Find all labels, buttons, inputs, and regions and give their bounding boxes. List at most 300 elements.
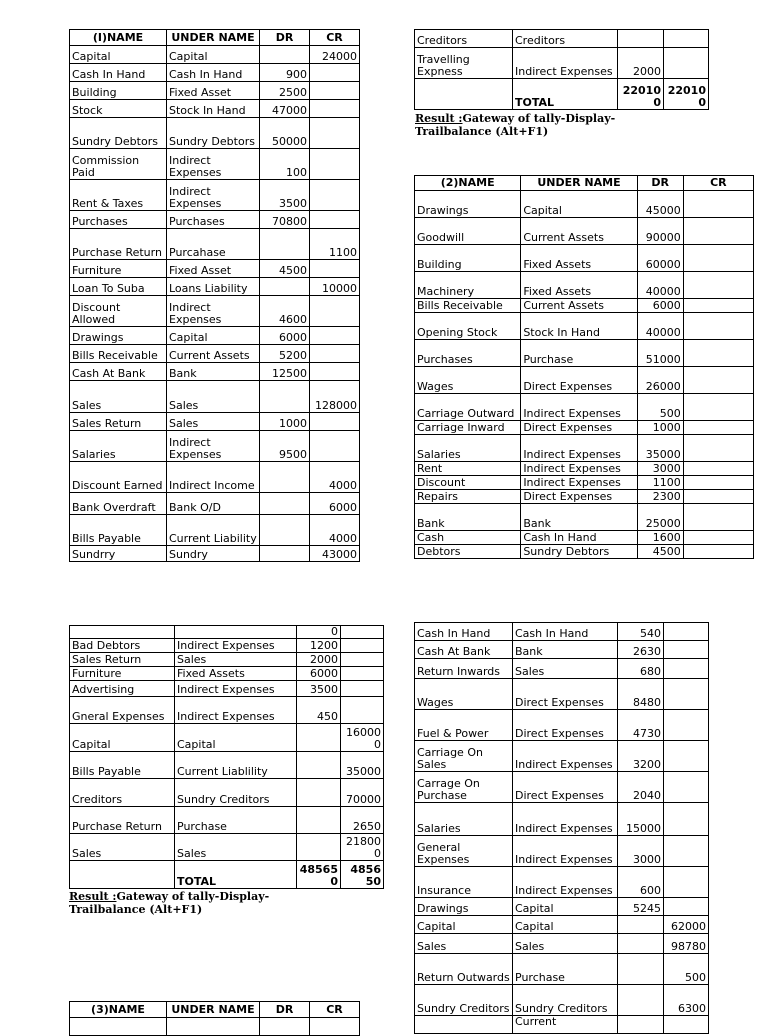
- debit-amount: 4600: [260, 296, 310, 327]
- under-group: Direct Expenses: [521, 490, 637, 504]
- trial-balance-table-3: [414, 622, 709, 1034]
- trial-balance-table-2: [414, 175, 754, 559]
- ledger-name: Sundry Creditors: [415, 985, 513, 1016]
- debit-amount: [297, 807, 341, 834]
- ledger-name: General Expenses: [415, 836, 513, 867]
- credit-amount: [683, 421, 753, 435]
- ledger-name: Furniture: [70, 260, 167, 278]
- debit-amount: 1000: [637, 421, 683, 435]
- table-row: [415, 299, 754, 313]
- credit-amount: 500: [664, 954, 709, 985]
- total-label: TOTAL: [513, 79, 618, 110]
- under-group: Sales: [513, 659, 618, 679]
- credit-amount: 70000: [341, 779, 384, 807]
- table-row: [70, 724, 384, 752]
- under-group: Cash In Hand: [521, 531, 637, 545]
- under-group: Current Assets: [521, 299, 637, 313]
- credit-amount: [683, 394, 753, 421]
- ledger-name: Sales: [415, 934, 513, 954]
- under-group: Indirect Expenses: [513, 741, 618, 772]
- credit-amount: [341, 639, 384, 653]
- total-row: [70, 861, 384, 889]
- ledger-name: [70, 1018, 167, 1036]
- debit-amount: 6000: [637, 299, 683, 313]
- debit-amount: 100: [260, 149, 310, 180]
- table-row: [415, 898, 709, 916]
- debit-amount: [618, 985, 664, 1016]
- credit-amount: 24000: [310, 46, 360, 64]
- credit-amount: 98780: [664, 934, 709, 954]
- total-label: TOTAL: [175, 861, 297, 889]
- table-row: [70, 211, 360, 229]
- result-label: Result :: [69, 890, 117, 903]
- debit-total: 485650: [297, 861, 341, 889]
- under-name-column-header: UNDER NAME: [167, 30, 260, 46]
- ledger-name: Discount Allowed: [70, 296, 167, 327]
- ledger-name: Capital: [415, 916, 513, 934]
- debit-amount: [297, 724, 341, 752]
- debit-amount: [260, 515, 310, 546]
- table-row: [70, 363, 360, 381]
- table-row: [70, 64, 360, 82]
- debit-amount: 3500: [297, 681, 341, 697]
- credit-amount: 6000: [310, 493, 360, 515]
- debit-amount: [260, 278, 310, 296]
- ledger-name: Capital: [70, 724, 175, 752]
- ledger-name: Cash: [415, 531, 521, 545]
- under-group: Indirect Expenses: [167, 180, 260, 211]
- table-row: [70, 82, 360, 100]
- credit-amount: [683, 367, 753, 394]
- under-group: Indirect Expenses: [521, 435, 637, 462]
- table-row: [415, 245, 754, 272]
- under-group: Capital: [167, 327, 260, 345]
- credit-amount: [683, 545, 753, 559]
- trial-balance-table-1-continued: [414, 29, 709, 110]
- debit-amount: 4730: [618, 710, 664, 741]
- under-group: Purchase: [175, 807, 297, 834]
- table-row: [415, 490, 754, 504]
- table-row: [70, 493, 360, 515]
- ledger-name: Carriage Outward: [415, 394, 521, 421]
- debit-amount: [618, 954, 664, 985]
- table-row: [415, 30, 709, 48]
- trial-balance-table-4: [69, 1001, 360, 1036]
- ledger-name: Purchase Return: [70, 229, 167, 260]
- ledger-name: Gneral Expenses: [70, 697, 175, 724]
- ledger-name: Rent: [415, 462, 521, 476]
- ledger-name: [70, 626, 175, 639]
- credit-amount: [664, 867, 709, 898]
- under-group: Capital: [513, 898, 618, 916]
- under-group: Purchase: [513, 954, 618, 985]
- debit-amount: 26000: [637, 367, 683, 394]
- ledger-name: Machinery: [415, 272, 521, 299]
- under-group: Direct Expenses: [521, 367, 637, 394]
- credit-amount: 6300: [664, 985, 709, 1016]
- credit-amount: [683, 504, 753, 531]
- ledger-name: Building: [415, 245, 521, 272]
- table-header-row: [70, 1002, 360, 1018]
- debit-amount: 1600: [637, 531, 683, 545]
- credit-amount: [341, 667, 384, 681]
- under-group: Purchase: [521, 340, 637, 367]
- credit-amount: [664, 659, 709, 679]
- under-group: [175, 626, 297, 639]
- table-row: [70, 626, 384, 639]
- debit-amount: 500: [637, 394, 683, 421]
- credit-amount: [310, 100, 360, 118]
- debit-amount: [260, 462, 310, 493]
- credit-amount: [664, 48, 709, 79]
- ledger-name: Salaries: [70, 431, 167, 462]
- debit-amount: [260, 46, 310, 64]
- debit-amount: [297, 779, 341, 807]
- debit-amount: 2000: [297, 653, 341, 667]
- table-row: [70, 546, 360, 562]
- table-row: [415, 623, 709, 641]
- debit-amount: 1000: [260, 413, 310, 431]
- cr-column-header: CR: [310, 30, 360, 46]
- under-group: Direct Expenses: [513, 772, 618, 803]
- under-group: Purchases: [167, 211, 260, 229]
- credit-amount: [310, 260, 360, 278]
- debit-amount: [297, 752, 341, 779]
- table-row: [70, 807, 384, 834]
- ledger-name: Return Inwards: [415, 659, 513, 679]
- ledger-name: Advertising: [70, 681, 175, 697]
- cr-column-header: CR: [310, 1002, 360, 1018]
- debit-amount: 6000: [260, 327, 310, 345]
- dr-column-header: DR: [260, 1002, 310, 1018]
- credit-amount: [664, 803, 709, 836]
- credit-total: 485650: [341, 861, 384, 889]
- credit-amount: [310, 82, 360, 100]
- under-group: Fixed Assets: [175, 667, 297, 681]
- under-group: Indirect Expenses: [167, 296, 260, 327]
- table-row: [415, 218, 754, 245]
- table-row: [70, 278, 360, 296]
- credit-amount: [683, 218, 753, 245]
- table-row: [415, 659, 709, 679]
- credit-amount: [310, 149, 360, 180]
- ledger-name: Cash At Bank: [70, 363, 167, 381]
- ledger-name: Opening Stock: [415, 313, 521, 340]
- total-row: [415, 79, 709, 110]
- ledger-name: Return Outwards: [415, 954, 513, 985]
- debit-amount: 450: [297, 697, 341, 724]
- name-column-header: (2)NAME: [415, 176, 521, 191]
- trial-balance-table-2-continued: [69, 625, 384, 889]
- table-row: [70, 229, 360, 260]
- debit-amount: 4500: [637, 545, 683, 559]
- ledger-name: Goodwill: [415, 218, 521, 245]
- table-row: [70, 260, 360, 278]
- table-row: [415, 545, 754, 559]
- credit-amount: [310, 431, 360, 462]
- debit-amount: 540: [618, 623, 664, 641]
- under-group: Capital: [513, 916, 618, 934]
- table-row: [415, 867, 709, 898]
- ledger-name: Salaries: [415, 435, 521, 462]
- debit-amount: 8480: [618, 679, 664, 710]
- credit-amount: [683, 272, 753, 299]
- table-row: [70, 327, 360, 345]
- ledger-name: Bad Debtors: [70, 639, 175, 653]
- under-group: Current Liablility: [175, 752, 297, 779]
- under-name-column-header: UNDER NAME: [521, 176, 637, 191]
- under-group: Bank: [167, 363, 260, 381]
- debit-amount: [618, 30, 664, 48]
- debit-amount: 9500: [260, 431, 310, 462]
- under-group: Indirect Expenses: [175, 697, 297, 724]
- credit-amount: 10000: [310, 278, 360, 296]
- under-group: Indirect Expenses: [175, 639, 297, 653]
- debit-amount: 47000: [260, 100, 310, 118]
- under-group: Sales: [167, 381, 260, 413]
- under-group: Bank: [513, 641, 618, 659]
- under-group: Indirect Expenses: [167, 431, 260, 462]
- table-row: [70, 462, 360, 493]
- debit-amount: [260, 381, 310, 413]
- under-group: Sales: [513, 934, 618, 954]
- ledger-name: Rent & Taxes: [70, 180, 167, 211]
- debit-total: 220100: [618, 79, 664, 110]
- under-group: Indirect Expenses: [513, 48, 618, 79]
- table-header-row: [70, 30, 360, 46]
- credit-amount: 4000: [310, 462, 360, 493]
- debit-amount: 40000: [637, 313, 683, 340]
- credit-amount: 1100: [310, 229, 360, 260]
- under-group: Sundry Debtors: [167, 118, 260, 149]
- ledger-name: Carriage On Sales: [415, 741, 513, 772]
- table-row: [415, 934, 709, 954]
- table-row: [70, 639, 384, 653]
- under-group: Current Assets: [167, 345, 260, 363]
- credit-amount: [310, 327, 360, 345]
- debit-amount: 40000: [637, 272, 683, 299]
- table-row: [415, 421, 754, 435]
- debit-amount: 12500: [260, 363, 310, 381]
- under-group: Bank O/D: [167, 493, 260, 515]
- under-group: Sundry Creditors: [513, 985, 618, 1016]
- result-label: Result :: [415, 112, 463, 125]
- debit-amount: 15000: [618, 803, 664, 836]
- under-group: Indirect Expenses: [513, 867, 618, 898]
- table-row: [70, 118, 360, 149]
- credit-amount: [683, 476, 753, 490]
- debit-amount: [260, 1018, 310, 1036]
- credit-amount: [664, 898, 709, 916]
- under-group: Indirect Expenses: [513, 803, 618, 836]
- credit-amount: 35000: [341, 752, 384, 779]
- table-row: [415, 191, 754, 218]
- result-note: [69, 890, 329, 916]
- debit-amount: 5245: [618, 898, 664, 916]
- table-row: [70, 149, 360, 180]
- ledger-name: Drawings: [415, 898, 513, 916]
- under-group: Cash In Hand: [513, 623, 618, 641]
- table-row: [415, 476, 754, 490]
- credit-amount: 218000: [341, 834, 384, 861]
- under-group: Stock In Hand: [521, 313, 637, 340]
- ledger-name: Purchase Return: [70, 807, 175, 834]
- under-group: Capital: [175, 724, 297, 752]
- credit-amount: 62000: [664, 916, 709, 934]
- under-group: Capital: [521, 191, 637, 218]
- credit-amount: [341, 681, 384, 697]
- debit-amount: [260, 493, 310, 515]
- under-group: Direct Expenses: [521, 421, 637, 435]
- debit-amount: [618, 934, 664, 954]
- ledger-name: Purchases: [415, 340, 521, 367]
- ledger-name: Sales: [70, 381, 167, 413]
- credit-amount: [664, 623, 709, 641]
- ledger-name: Sales: [70, 834, 175, 861]
- table-row: [415, 985, 709, 1016]
- under-group: Fixed Assets: [521, 245, 637, 272]
- credit-amount: [310, 345, 360, 363]
- ledger-name: Salaries: [415, 803, 513, 836]
- ledger-name: [415, 79, 513, 110]
- under-group: Current: [513, 1016, 618, 1034]
- under-group: Stock In Hand: [167, 100, 260, 118]
- credit-amount: [683, 490, 753, 504]
- credit-amount: [341, 697, 384, 724]
- ledger-name: Bills Receivable: [70, 345, 167, 363]
- table-row: [415, 803, 709, 836]
- debit-amount: 680: [618, 659, 664, 679]
- ledger-name: Bills Payable: [70, 752, 175, 779]
- table-row: [70, 431, 360, 462]
- credit-amount: [683, 313, 753, 340]
- credit-amount: [664, 30, 709, 48]
- under-group: Direct Expenses: [513, 679, 618, 710]
- ledger-name: Drawings: [70, 327, 167, 345]
- debit-amount: 2300: [637, 490, 683, 504]
- under-group: Sales: [167, 413, 260, 431]
- ledger-name: Sales Return: [70, 653, 175, 667]
- under-group: Cash In Hand: [167, 64, 260, 82]
- ledger-name: Cash In Hand: [70, 64, 167, 82]
- table-row: [415, 504, 754, 531]
- debit-amount: 2630: [618, 641, 664, 659]
- ledger-name: Bills Payable: [70, 515, 167, 546]
- ledger-name: Drawings: [415, 191, 521, 218]
- table-header-row: [415, 176, 754, 191]
- name-column-header: (I)NAME: [70, 30, 167, 46]
- credit-amount: [664, 836, 709, 867]
- table-row: [70, 381, 360, 413]
- ledger-name: [415, 1016, 513, 1034]
- ledger-name: Purchases: [70, 211, 167, 229]
- table-row: [70, 345, 360, 363]
- table-row: [415, 48, 709, 79]
- ledger-name: Wages: [415, 367, 521, 394]
- ledger-name: Cash In Hand: [415, 623, 513, 641]
- debit-amount: 70800: [260, 211, 310, 229]
- result-text: Gateway of tally-Display-Trailbalance (Alt+F1): [69, 890, 270, 916]
- table-row: [415, 313, 754, 340]
- trial-balance-table-1: [69, 29, 360, 562]
- table-row: [415, 1016, 709, 1034]
- ledger-name: Carriage Inward: [415, 421, 521, 435]
- debit-amount: 6000: [297, 667, 341, 681]
- cr-column-header: CR: [683, 176, 753, 191]
- under-group: Indirect Income: [167, 462, 260, 493]
- table-row: [70, 834, 384, 861]
- debit-amount: 2000: [618, 48, 664, 79]
- credit-amount: [664, 772, 709, 803]
- table-row: [415, 462, 754, 476]
- under-group: Sundry Creditors: [175, 779, 297, 807]
- ledger-name: Repairs: [415, 490, 521, 504]
- under-group: Fixed Assets: [521, 272, 637, 299]
- table-row: [70, 667, 384, 681]
- credit-amount: [664, 710, 709, 741]
- table-row: [415, 641, 709, 659]
- table-row: [70, 653, 384, 667]
- under-group: Capital: [167, 46, 260, 64]
- credit-amount: 4000: [310, 515, 360, 546]
- ledger-name: Stock: [70, 100, 167, 118]
- ledger-name: Creditors: [415, 30, 513, 48]
- debit-amount: [297, 834, 341, 861]
- ledger-name: Capital: [70, 46, 167, 64]
- debit-amount: 2500: [260, 82, 310, 100]
- table-row: [70, 413, 360, 431]
- credit-amount: [310, 180, 360, 211]
- credit-amount: [683, 245, 753, 272]
- credit-amount: [310, 211, 360, 229]
- table-row: [70, 1018, 360, 1036]
- debit-amount: 3000: [618, 836, 664, 867]
- table-row: [415, 272, 754, 299]
- debit-amount: 4500: [260, 260, 310, 278]
- debit-amount: 3500: [260, 180, 310, 211]
- debit-amount: 45000: [637, 191, 683, 218]
- credit-amount: [310, 296, 360, 327]
- table-row: [415, 954, 709, 985]
- result-note: [415, 112, 675, 138]
- debit-amount: 90000: [637, 218, 683, 245]
- table-row: [70, 100, 360, 118]
- credit-amount: [664, 1016, 709, 1034]
- under-group: Indirect Expenses: [521, 462, 637, 476]
- ledger-name: Sundry Debtors: [70, 118, 167, 149]
- name-column-header: (3)NAME: [70, 1002, 167, 1018]
- table-row: [70, 180, 360, 211]
- under-group: Current Liability: [167, 515, 260, 546]
- credit-total: 220100: [664, 79, 709, 110]
- table-row: [415, 367, 754, 394]
- credit-amount: [310, 1018, 360, 1036]
- ledger-name: Bank: [415, 504, 521, 531]
- credit-amount: [683, 531, 753, 545]
- credit-amount: [683, 340, 753, 367]
- under-group: Indirect Expenses: [167, 149, 260, 180]
- credit-amount: [310, 118, 360, 149]
- under-group: Direct Expenses: [513, 710, 618, 741]
- table-row: [70, 779, 384, 807]
- debit-amount: 3200: [618, 741, 664, 772]
- ledger-name: Furniture: [70, 667, 175, 681]
- credit-amount: 43000: [310, 546, 360, 562]
- debit-amount: 2040: [618, 772, 664, 803]
- debit-amount: 25000: [637, 504, 683, 531]
- ledger-name: Creditors: [70, 779, 175, 807]
- ledger-name: Travelling Expness: [415, 48, 513, 79]
